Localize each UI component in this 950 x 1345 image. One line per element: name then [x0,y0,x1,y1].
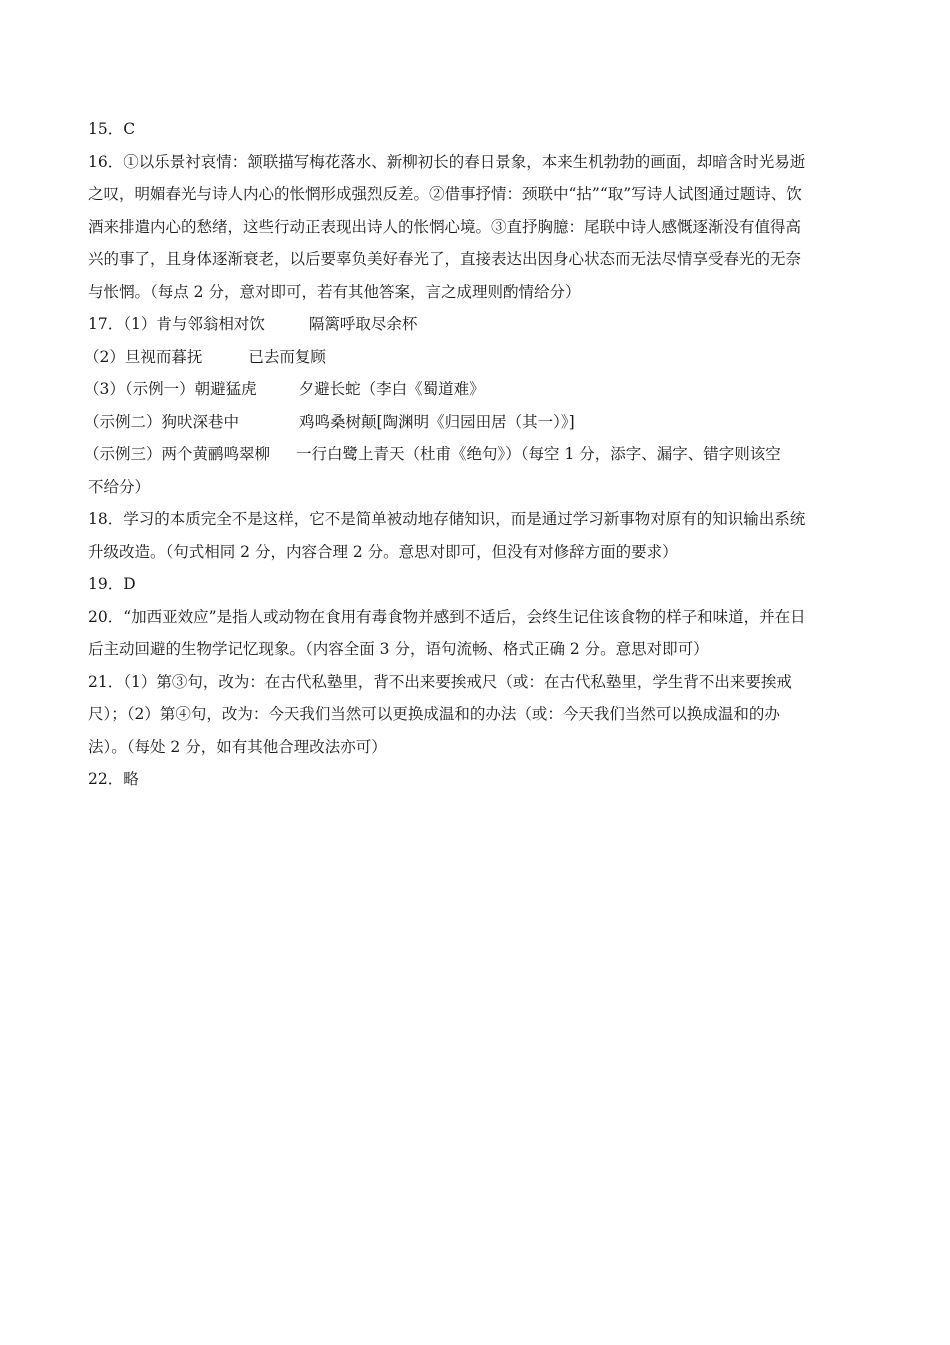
answer-list [84,113,868,796]
answer-16-line-2: 之叹，明媚春光与诗人内心的怅惘形成强烈反差。②借事抒情：颈联中“拈”“取”写诗人试图通过题诗、饮 [88,185,802,203]
answer-17-row-3-first: （3）（示例一）朝避猛虎 [84,380,257,398]
answer-16-line-3: 酒来排遣内心的愁绪，这些行动正表现出诗人的怅惘心境。③直抒胸臆：尾联中诗人感慨逐渐没有值得高 [88,217,802,236]
answer-17-row-3-second: 夕避长蛇（李白《蜀道难》 [298,380,485,398]
answer-17-row-5-second: 一行白鹭上青天（杜甫《绝句》）（每空 1 分，添字、漏字、错字则该空 [296,445,781,463]
answer-20-line-1: 20．“加西亚效应”是指人或动物在食用有毒食物并感到不适后，会终生记住该食物的样子和味道，并在日 [88,607,806,626]
answer-18-line-1: 18．学习的本质完全不是这样，它不是简单被动地存储知识，而是通过学习新事物对原有的知识输出系统 [88,510,806,528]
answer-21-line-3: 法）。（每处 2 分，如有其他合理改法亦可） [88,737,387,756]
answer-17-row-2-first: （2）旦视而暮抚 [84,347,203,366]
answer-17-row-2-second: 已去而复顾 [248,347,326,366]
answer-16 [88,146,868,309]
answer-20-line-2: 后主动回避的生物学记忆现象。（内容全面 3 分，语句流畅、格式正确 2 分。意思对即可） [88,640,709,658]
answer-17-row-4-first: （示例二）狗吠深巷中 [84,412,240,431]
answer-17-row-3 [84,373,868,406]
answer-16-line-1: 16．①以乐景衬哀情：颔联描写梅花落水、新柳初长的春日景象，本来生机勃勃的画面，却暗含时光易逝 [88,152,806,171]
answer-18-line-2: 升级改造。（句式相同 2 分，内容合理 2 分。意思对即可，但没有对修辞方面的要求） [88,542,678,561]
answer-21 [88,666,868,764]
answer-21-line-2: 尺）；（2）第④句，改为：今天我们当然可以更换成温和的办法（或：今天我们当然可以换成温和的办 [88,705,780,723]
answer-17-row-5-first: （示例三）两个黄鹂鸣翠柳 [84,445,271,463]
answer-20 [88,601,868,666]
answer-15: 15．C [88,120,136,138]
answer-21-line-1: 21．（1）第③句，改为：在古代私塾里，背不出来要挨戒尺（或：在古代私塾里，学生背不出来要挨戒 [88,672,792,691]
answer-17-row-1-second: 隔篱呼取尽余杯 [308,315,418,333]
answer-17-row-4-second: 鸡鸣桑树颠[陶渊明《归园田居（其一）》] [299,412,575,431]
answer-16-line-4: 兴的事了，且身体逐渐衰老，以后要辜负美好春光了，直接表达出因身心状态而无法尽情享受春光的无奈 [88,250,802,268]
answer-17 [84,308,868,503]
answer-22: 22．略 [88,770,139,788]
answer-17-row-4 [84,406,868,439]
answer-19: 19．D [88,575,136,593]
answer-17-row-6: 不给分） [88,477,151,496]
answer-16-line-5: 与怅惘。（每点 2 分，意对即可，若有其他答案，言之成理则酌情给分） [88,282,581,301]
answer-18 [88,503,868,568]
answer-17-row-2 [84,341,868,374]
answer-17-row-5 [84,438,868,471]
answer-17-row-1 [88,308,868,341]
answer-17-row-1-first: 17．（1）肯与邻翁相对饮 [88,315,265,333]
